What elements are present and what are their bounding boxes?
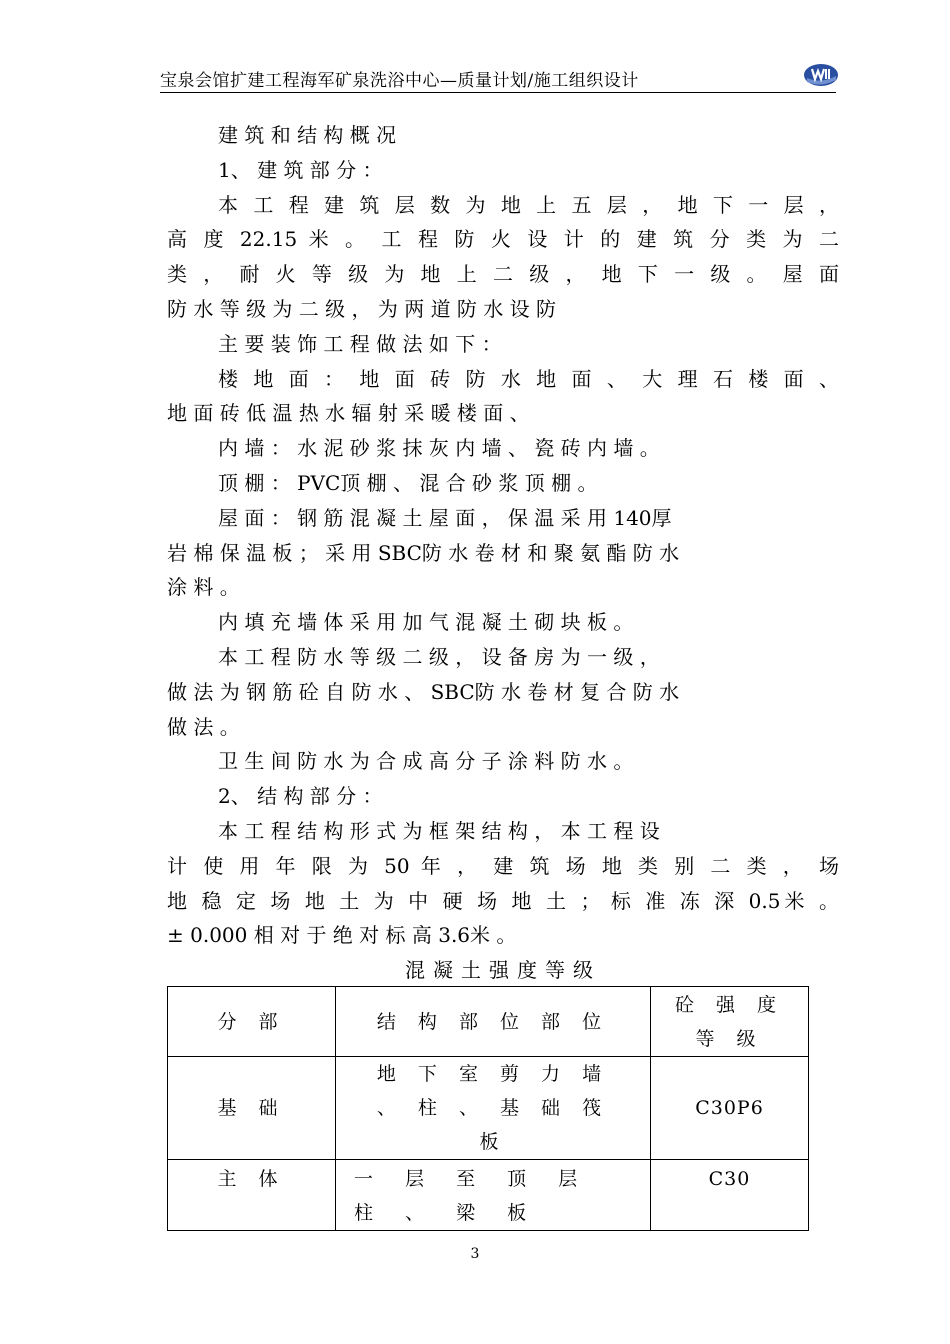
table-cell: 基 础 [168,1057,336,1160]
text-line: 顶 棚 ： PVC顶 棚 、 混 合 砂 浆 顶 棚 。 [218,470,598,495]
text-line: 卫 生 间 防 水 为 合 成 高 分 子 涂 料 防 水 。 [218,749,634,774]
section-heading: 建 筑 和 结 构 概 况 [218,123,397,147]
table-caption: 混凝土强度等级 [405,958,601,982]
table-header-cell: 结 构 部 位 部 位 [336,987,651,1057]
table-cell: 地 下 室 剪 力 墙 、 柱 、 基 础 筏 板 [336,1057,651,1160]
table-header-cell: 分 部 [168,987,336,1057]
text-line: 屋 面 ： 钢 筋 混 凝 土 屋 面 ， 保 温 采 用 140厚 [218,505,672,530]
text-line: 楼 地 面 ： 地 面 砖 防 水 地 面 、 大 理 石 楼 面 、 [218,366,839,391]
table-cell: 一 层 至 顶 层 柱 、 梁 板 [336,1160,651,1231]
text-line: 做 法 为 钢 筋 砼 自 防 水 、 SBC防 水 卷 材 复 合 防 水 [167,679,680,704]
text-line: 内 墙 ： 水 泥 砂 浆 抹 灰 内 墙 、 瓷 砖 内 墙 。 [218,436,660,461]
page-number: 3 [470,1246,480,1262]
text-line: 地 稳 定 场 地 土 为 中 硬 场 地 土 ； 标 准 冻 深 0.5米 。 [167,888,839,913]
page-header [160,64,838,94]
text-line: ± 0.000 相 对 于 绝 对 标 高 3.6米 。 [167,923,517,948]
text-line: 地 面 砖 低 温 热 水 辐 射 采 暖 楼 面 、 [167,401,530,426]
text-line: 主 要 装 饰 工 程 做 法 如 下 ： [218,331,502,356]
text-line: 本 工 程 防 水 等 级 二 级 ， 设 备 房 为 一 级 ， [218,644,660,669]
table-header-row [168,987,809,1057]
text-line: 做 法 。 [167,714,240,739]
concrete-grade-table [167,986,809,1231]
company-logo-icon [803,62,839,88]
document-title: 宝泉会馆扩建工程海军矿泉洗浴中心—质量计划/施工组织设计 [160,71,639,91]
subsection-heading: 1、 建 筑 部 分 ： [218,157,383,182]
text-line: 类 ， 耐 火 等 级 为 地 上 二 级 ， 地 下 一 级 。 屋 面 [167,262,839,287]
text-line: 高 度 22.15 米 。 工 程 防 火 设 计 的 建 筑 分 类 为 二 [167,227,839,252]
text-line: 岩 棉 保 温 板 ； 采 用 SBC防 水 卷 材 和 聚 氨 酯 防 水 [167,540,680,565]
header-divider [160,92,836,93]
table-row [168,1160,809,1231]
subsection-heading: 2、 结 构 部 分 ： [218,784,383,809]
text-line: 计 使 用 年 限 为 50 年 ， 建 筑 场 地 类 别 二 类 ， 场 [167,853,839,878]
table-header-cell: 砼 强 度 等 级 [651,987,809,1057]
document-body [167,118,839,953]
text-line: 本 工 程 建 筑 层 数 为 地 上 五 层 ， 地 下 一 层 ， [218,192,839,217]
text-line: 涂 料 。 [167,575,240,600]
table-cell: 主 体 [168,1160,336,1231]
table-cell: C30 [651,1160,809,1231]
text-line: 防 水 等 级 为 二 级 ， 为 两 道 防 水 设 防 [167,296,557,321]
table-row [168,1057,809,1160]
text-line: 本 工 程 结 构 形 式 为 框 架 结 构 ， 本 工 程 设 [218,818,660,843]
text-line: 内 填 充 墙 体 采 用 加 气 混 凝 土 砌 块 板 。 [218,610,634,635]
table-cell: C30P6 [651,1057,809,1160]
